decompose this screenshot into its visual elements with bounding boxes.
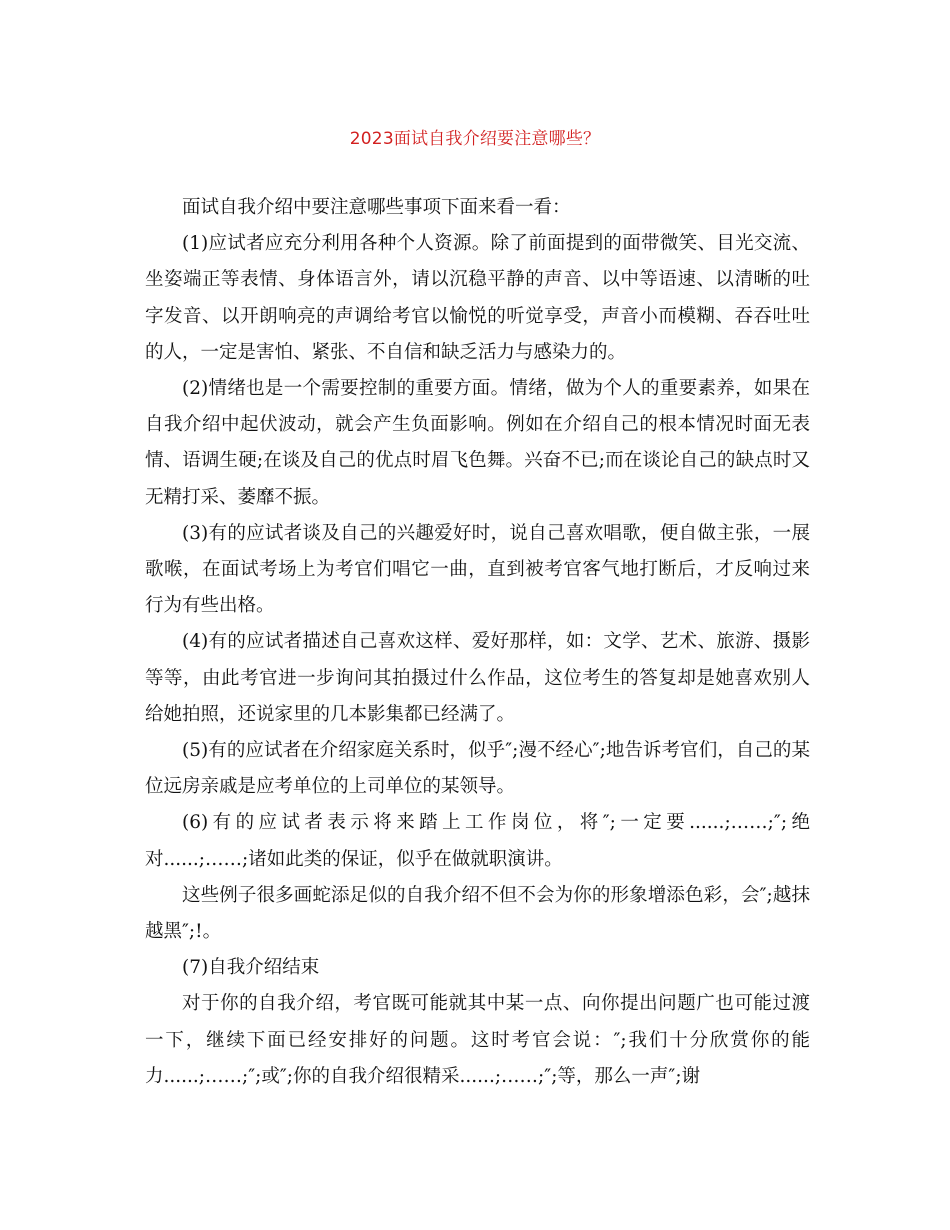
paragraph-summary: 这些例子很多画蛇添足似的自我介绍不但不会为你的形象增添色彩，会″;越抹越黑″;!。	[145, 884, 810, 943]
paragraph-point-2: (2)情绪也是一个需要控制的重要方面。情绪，做为个人的重要素养，如果在自我介绍中起伏波动，就会产生负面影响。例如在介绍自己的根本情况时面无表情、语调生硬;在谈及自己的优点时眉飞色舞。兴奋不已;而在谈论自己的缺点时又无精打采、萎靡不振。	[145, 378, 810, 508]
document-body	[145, 190, 810, 1095]
document-title: 2023面试自我介绍要注意哪些？	[349, 129, 601, 149]
paragraph-point-7-heading: (7)自我介绍结束	[182, 957, 320, 979]
paragraph-point-3: (3)有的应试者谈及自己的兴趣爱好时，说自己喜欢唱歌，便自做主张，一展歌喉，在面试考场上为考官们唱它一曲，直到被考官客气地打断后，才反响过来行为有些出格。	[145, 522, 810, 617]
paragraph-point-5: (5)有的应试者在介绍家庭关系时，似乎″;漫不经心″;地告诉考官们，自己的某位远房亲戚是应考单位的上司单位的某领导。	[145, 740, 810, 798]
paragraph-point-1: (1)应试者应充分利用各种个人资源。除了前面提到的面带微笑、目光交流、坐姿端正等表情、身体语言外，请以沉稳平静的声音、以中等语速、以清晰的吐字发音、以开朗响亮的声调给考官以愉悦的听觉享受，声音小而模糊、吞吞吐吐的人，一定是害怕、紧张、不自信和缺乏活力与感染力的。	[145, 233, 810, 363]
paragraph-point-6: (6)有的应试者表示将来踏上工作岗位，将″;一定要......;……;″;绝对......;……;诸如此类的保证，似乎在做就职演讲。	[145, 812, 810, 870]
paragraph-point-4: (4)有的应试者描述自己喜欢这样、爱好那样，如：文学、艺术、旅游、摄影等等，由此考官进一步询问其拍摄过什么作品，这位考生的答复却是她喜欢别人给她拍照，还说家里的几本影集都已经满了。	[145, 631, 810, 725]
paragraph-closing: 对于你的自我介绍，考官既可能就其中某一点、向你提出问题广也可能过渡一下，继续下面已经安排好的问题。这时考官会说：″;我们十分欣赏你的能力......;……;″;或″;你的自我介绍很精采......;……;″;等，那么一声″;谢	[145, 993, 810, 1087]
paragraph-intro: 面试自我介绍中要注意哪些事项下面来看一看：	[182, 197, 571, 218]
